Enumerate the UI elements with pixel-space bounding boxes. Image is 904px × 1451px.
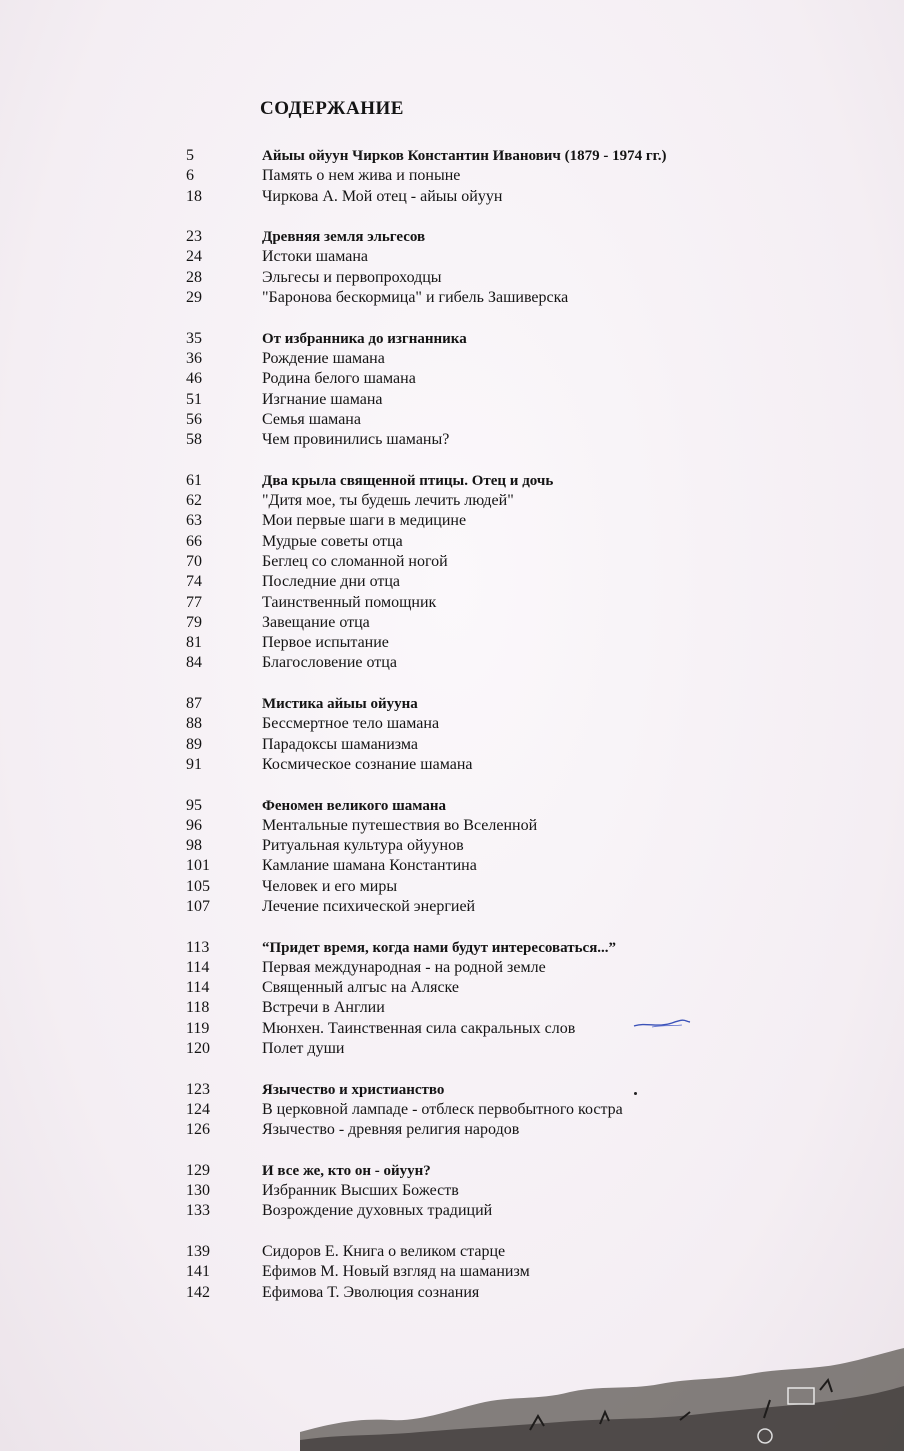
page-number: 123 — [186, 1080, 210, 1098]
entry-title: Полет души — [262, 1040, 345, 1058]
page-number: 29 — [186, 289, 202, 307]
toc-entry — [186, 247, 806, 267]
entry-title: И все же, кто он - ойуун? — [262, 1162, 431, 1179]
page-number: 81 — [186, 634, 202, 652]
toc-entry — [186, 897, 806, 917]
toc-entry — [186, 735, 806, 755]
entry-title: Древняя земля эльгесов — [262, 229, 426, 246]
entry-title: Космическое сознание шамана — [262, 755, 473, 773]
entry-title: "Дитя мое, ты будешь лечить людей" — [262, 492, 514, 510]
toc-entry — [186, 1039, 806, 1059]
toc-section — [186, 796, 806, 918]
page-number: 113 — [186, 938, 210, 956]
toc-section — [186, 694, 806, 775]
toc-entry — [186, 1100, 806, 1120]
page-number: 126 — [186, 1121, 210, 1139]
entry-title: Избранник Высших Божеств — [262, 1182, 459, 1200]
entry-title: Человек и его миры — [262, 877, 398, 895]
page-number: 107 — [186, 897, 210, 915]
page-number: 105 — [186, 877, 210, 895]
toc-entry — [186, 856, 806, 876]
page-number: 46 — [186, 370, 202, 388]
toc-entry — [186, 369, 806, 389]
toc-entry — [186, 1242, 806, 1262]
toc-entry — [186, 836, 806, 856]
entry-title: Первая международная - на родной земле — [262, 958, 546, 976]
entry-title: Встречи в Англии — [262, 999, 385, 1017]
toc-entry — [186, 1201, 806, 1221]
entry-title: Беглец со сломанной ногой — [262, 552, 448, 570]
page-number: 130 — [186, 1182, 210, 1200]
toc-section — [186, 938, 806, 1060]
entry-title: Айыы ойуун Чирков Константин Иванович (1879 - 1974 гг.) — [262, 148, 667, 164]
page-number: 118 — [186, 999, 210, 1017]
page-number: 62 — [186, 492, 202, 510]
page-number: 124 — [186, 1100, 210, 1118]
entry-title: Камлание шамана Константина — [262, 857, 477, 875]
page-number: 79 — [186, 613, 202, 631]
page-number: 35 — [186, 329, 202, 347]
toc-entry — [186, 714, 806, 734]
page-number: 51 — [186, 390, 202, 408]
toc-entry — [186, 633, 806, 653]
toc-entry — [186, 491, 806, 511]
entry-title: Последние дни отца — [262, 573, 401, 591]
toc-entry — [186, 877, 806, 897]
entry-title: Рождение шамана — [262, 349, 385, 367]
entry-title: Семья шамана — [262, 410, 361, 428]
toc-section — [186, 1161, 806, 1222]
entry-title: Мои первые шаги в медицине — [262, 512, 467, 530]
toc-section — [186, 329, 806, 451]
page-number: 142 — [186, 1283, 210, 1301]
entry-title: Первое испытание — [262, 634, 389, 652]
entry-title: Память о нем жива и поныне — [262, 167, 461, 185]
toc-entry — [186, 593, 806, 613]
page-number: 114 — [186, 958, 210, 976]
page-number: 77 — [186, 593, 202, 611]
toc-section-heading — [186, 694, 806, 714]
toc-entry — [186, 1019, 806, 1039]
toc-section — [186, 1242, 806, 1303]
toc-entry — [186, 390, 806, 410]
page-number: 6 — [186, 167, 194, 185]
entry-title: Лечение психической энергией — [262, 897, 476, 915]
entry-title: Эльгесы и первопроходцы — [262, 268, 442, 286]
entry-title: Язычество и христианство — [262, 1081, 445, 1098]
entry-title: Бессмертное тело шамана — [262, 715, 440, 733]
page-number: 23 — [186, 228, 202, 246]
toc-section — [186, 227, 806, 308]
entry-title: В церковной лампаде - отблеск первобытного костра — [262, 1100, 623, 1118]
entry-title: Ритуальная культура ойуунов — [262, 837, 464, 855]
toc-entry — [186, 978, 806, 998]
pen-mark — [632, 1017, 692, 1031]
page-number: 120 — [186, 1040, 210, 1058]
toc-section-heading — [186, 938, 806, 958]
toc-entry — [186, 1120, 806, 1140]
page-number: 74 — [186, 573, 202, 591]
toc-entry — [186, 653, 806, 673]
page-number: 24 — [186, 248, 202, 266]
entry-title: Ефимова Т. Эволюция сознания — [262, 1283, 480, 1301]
page-number: 139 — [186, 1243, 210, 1261]
page-number: 18 — [186, 187, 202, 205]
page-number: 101 — [186, 857, 210, 875]
entry-title: Ментальные путешествия во Вселенной — [262, 816, 538, 834]
entry-title: Язычество - древняя религия народов — [262, 1121, 520, 1139]
page-number: 70 — [186, 552, 202, 570]
toc-entry — [186, 288, 806, 308]
entry-title: Парадоксы шаманизма — [262, 735, 418, 753]
toc-section — [186, 1080, 806, 1141]
toc-entry — [186, 552, 806, 572]
page-number: 28 — [186, 268, 202, 286]
page-number: 66 — [186, 532, 202, 550]
toc-entry — [186, 1262, 806, 1282]
toc-entry — [186, 410, 806, 430]
page-number: 61 — [186, 471, 202, 489]
entry-title: Мюнхен. Таинственная сила сакральных слов — [262, 1019, 576, 1037]
entry-title: Мудрые советы отца — [262, 532, 403, 550]
entry-title: Истоки шамана — [262, 248, 368, 266]
toc-entry — [186, 1283, 806, 1303]
entry-title: Благословение отца — [262, 654, 397, 672]
page-number: 141 — [186, 1263, 210, 1281]
toc-entry — [186, 532, 806, 552]
toc-entry — [186, 511, 806, 531]
entry-title: Возрождение духовных традиций — [262, 1202, 493, 1220]
toc-section-heading — [186, 796, 806, 816]
toc-section-heading — [186, 1161, 806, 1181]
page-number: 119 — [186, 1019, 210, 1037]
toc-entry — [186, 958, 806, 978]
page-number: 84 — [186, 654, 202, 672]
entry-title: Ефимов М. Новый взгляд на шаманизм — [262, 1263, 530, 1281]
entry-title: От избранника до изгнанника — [262, 330, 467, 347]
toc-section-heading — [186, 1080, 806, 1100]
toc-entry — [186, 998, 806, 1018]
entry-title: Родина белого шамана — [262, 370, 416, 388]
entry-title: “Придет время, когда нами будут интересоваться...” — [262, 939, 617, 956]
page-number: 87 — [186, 695, 202, 713]
page-number: 36 — [186, 349, 202, 367]
page-number: 5 — [186, 147, 194, 164]
page-number: 114 — [186, 979, 210, 997]
entry-title: Два крыла священной птицы. Отец и дочь — [262, 472, 554, 489]
page-title: СОДЕРЖАНИЕ — [260, 98, 404, 119]
decorative-terrain-illustration — [300, 1340, 904, 1451]
toc-section-heading — [186, 329, 806, 349]
toc-entry — [186, 166, 806, 186]
toc-section-heading — [186, 471, 806, 491]
toc-entry — [186, 613, 806, 633]
entry-title: Священный алгыс на Аляске — [262, 979, 460, 997]
page-number: 133 — [186, 1202, 210, 1220]
toc-entry — [186, 755, 806, 775]
page-number: 58 — [186, 431, 202, 449]
entry-title: Таинственный помощник — [262, 593, 437, 611]
table-of-contents — [186, 146, 806, 1323]
toc-entry — [186, 816, 806, 836]
toc-entry — [186, 349, 806, 369]
toc-entry — [186, 268, 806, 288]
entry-title: "Баронова бескормица" и гибель Зашиверска — [262, 289, 569, 307]
entry-title: Мистика айыы ойууна — [262, 696, 418, 713]
entry-title: Чиркова А. Мой отец - айыы ойуун — [262, 187, 503, 205]
entry-title: Феномен великого шамана — [262, 797, 447, 814]
toc-entry — [186, 187, 806, 207]
page-number: 96 — [186, 816, 202, 834]
page-number: 98 — [186, 837, 202, 855]
page-number: 89 — [186, 735, 202, 753]
entry-title: Чем провинились шаманы? — [262, 431, 450, 449]
toc-section-heading — [186, 227, 806, 247]
entry-title: Сидоров Е. Книга о великом старце — [262, 1243, 506, 1261]
entry-title: Изгнание шамана — [262, 390, 383, 408]
toc-entry — [186, 572, 806, 592]
toc-entry — [186, 430, 806, 450]
toc-section — [186, 146, 806, 207]
page-number: 95 — [186, 796, 202, 814]
page-number: 129 — [186, 1161, 210, 1179]
toc-section — [186, 471, 806, 674]
page-number: 91 — [186, 755, 202, 773]
ink-dot — [634, 1092, 637, 1095]
entry-title: Завещание отца — [262, 613, 370, 631]
toc-entry — [186, 1181, 806, 1201]
page-number: 88 — [186, 715, 202, 733]
page-number: 56 — [186, 410, 202, 428]
page-number: 63 — [186, 512, 202, 530]
toc-section-heading — [186, 146, 806, 166]
